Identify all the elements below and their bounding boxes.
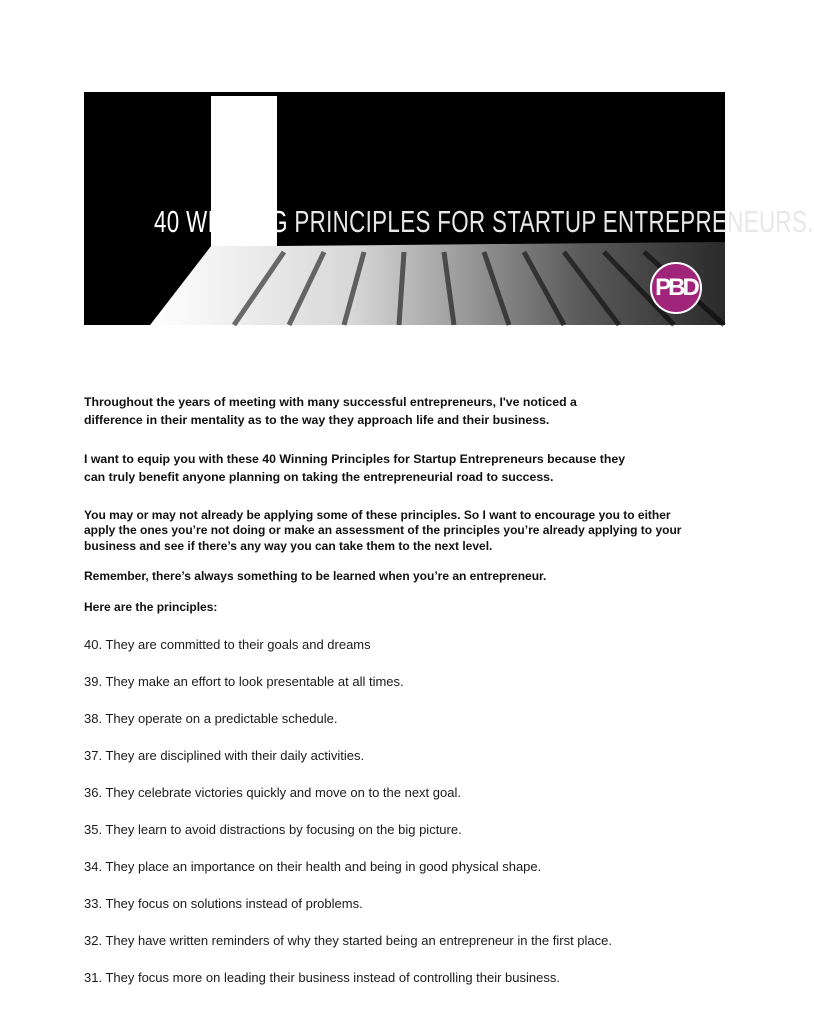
pbd-logo (650, 262, 702, 314)
principle-item: 37. They are disciplined with their daily activities. (84, 748, 365, 763)
intro-line: You may or may not already be applying some of these principles. So I want to encourage you to either (84, 508, 671, 522)
intro-line: business and see if there’s any way you can take them to the next level. (84, 539, 493, 553)
banner-title (154, 204, 814, 240)
banner-title-rest: PRINCIPLES FOR STARTUP ENTREPRENEURS. (287, 204, 814, 239)
principle-item: 34. They place an importance on their health and being in good physical shape. (84, 859, 542, 874)
principle-item: 32. They have written reminders of why they started being an entrepreneur in the first place. (84, 933, 612, 948)
logo-text: PBD (655, 274, 697, 301)
principle-item: 33. They focus on solutions instead of problems. (84, 896, 363, 911)
intro-line: apply the ones you’re not doing or make an assessment of the principles you’re already applying to your (84, 523, 682, 537)
principle-item: 35. They learn to avoid distractions by focusing on the big picture. (84, 822, 462, 837)
intro-line: Throughout the years of meeting with many successful entrepreneurs, I've noticed a (84, 395, 577, 409)
intro-line: difference in their mentality as to the way they approach life and their business. (84, 413, 550, 427)
header-banner (84, 92, 814, 325)
intro-line: Here are the principles: (84, 600, 218, 614)
principle-item: 39. They make an effort to look presentable at all times. (84, 674, 404, 689)
principle-item: 36. They celebrate victories quickly and move on to the next goal. (84, 785, 461, 800)
principle-item: 31. They focus more on leading their business instead of controlling their business. (84, 970, 560, 985)
intro-line: can truly benefit anyone planning on taking the entrepreneurial road to success. (84, 470, 554, 484)
principle-item: 38. They operate on a predictable schedule. (84, 711, 338, 726)
intro-line: I want to equip you with these 40 Winning Principles for Startup Entrepreneurs because they (84, 452, 626, 466)
banner-title-highlight: 40 WINNING (154, 204, 288, 239)
intro-line: Remember, there’s always something to be learned when you’re an entrepreneur. (84, 569, 547, 583)
principle-item: 40. They are committed to their goals and dreams (84, 637, 371, 652)
light-floor (150, 242, 725, 325)
